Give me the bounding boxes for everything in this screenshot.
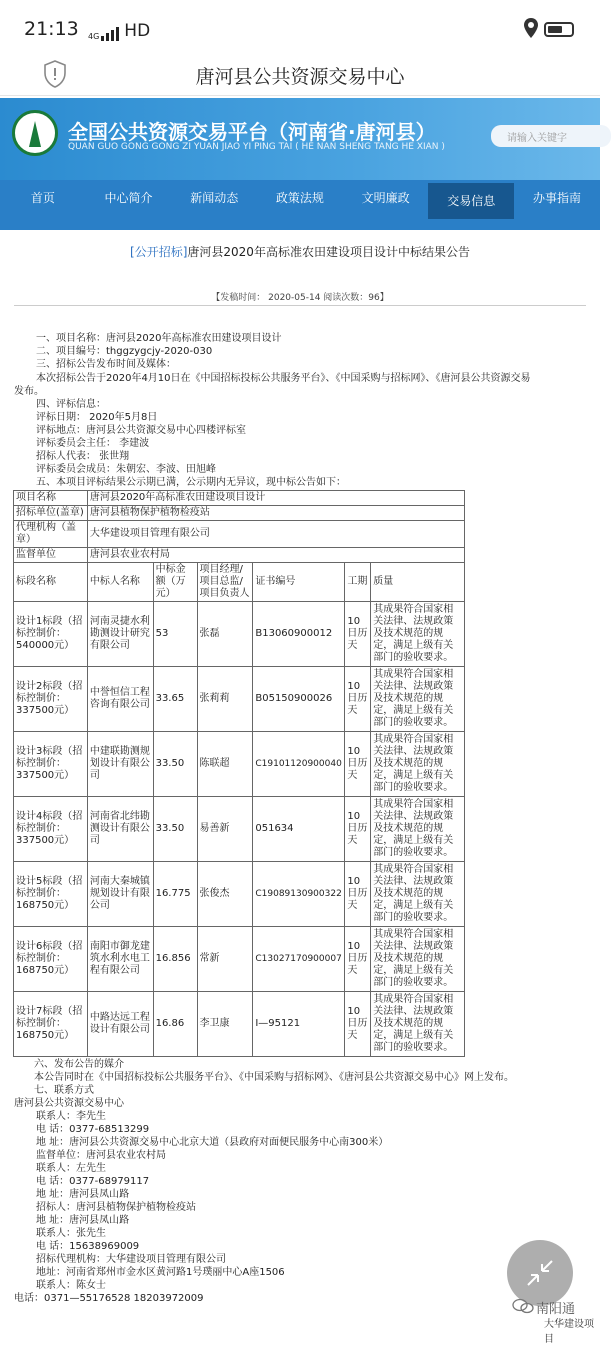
- battery-icon: [544, 22, 574, 37]
- section-cell: 设计6标段（招标控制价：168750元）: [14, 927, 88, 992]
- network-type: 4G: [88, 32, 100, 41]
- search-input[interactable]: 请输入关键字: [491, 125, 611, 147]
- footer-line: 联系人：张先生: [36, 1228, 106, 1239]
- footer-line: 七、联系方式: [34, 1085, 94, 1096]
- period-cell: 10日历天: [345, 602, 371, 667]
- signal-bars-icon: [101, 27, 119, 41]
- winner-cell: 南阳市御龙建筑水利水电工程有限公司: [87, 927, 153, 992]
- footer-line: 联系人：陈女士: [36, 1280, 106, 1291]
- watermark-name: 南阳通: [536, 1302, 576, 1317]
- footer-line: 招标人：唐河县植物保护植物检疫站: [36, 1202, 196, 1213]
- section-cell: 设计2标段（招标控制价：337500元）: [14, 667, 88, 732]
- footer-line: 地 址：唐河县凤山路: [36, 1189, 130, 1200]
- info-label: 项目名称: [14, 491, 88, 506]
- cert-cell: C19089130900322: [253, 862, 345, 927]
- cert-cell: C19101120900040: [253, 732, 345, 797]
- period-cell: 10日历天: [345, 797, 371, 862]
- table-row: [14, 602, 465, 667]
- page-title: 唐河县公共资源交易中心: [195, 66, 405, 88]
- intro-line: 二、项目编号：thggzygcjy-2020-030: [36, 346, 213, 357]
- amount-cell: 16.856: [153, 927, 197, 992]
- manager-cell: 常新: [197, 927, 253, 992]
- intro-line: 五、本项目评标结果公示期已满，公示期内无异议，现中标公告如下：: [36, 477, 346, 488]
- info-label: 代理机构（盖章）: [14, 521, 88, 548]
- bid-result-table: [13, 490, 465, 1057]
- footer-line: 地 址：唐河县公共资源交易中心北京大道（县政府对面便民服务中心南300米）: [36, 1137, 389, 1148]
- winner-cell: 河南省北纬勘测设计有限公司: [87, 797, 153, 862]
- table-row: [14, 548, 465, 563]
- info-label: 监督单位: [14, 548, 88, 563]
- winner-cell: 中建联勘测规划设计有限公司: [87, 732, 153, 797]
- browser-title-bar: [0, 60, 600, 96]
- nav-item-home[interactable]: 首页: [30, 191, 55, 205]
- intro-line: 评标日期： 2020年5月8日: [36, 412, 158, 423]
- table-row: [14, 491, 465, 506]
- footer-line: 电 话：0377-68979117: [36, 1176, 150, 1187]
- quality-cell: 其成果符合国家相关法律、法规政策及技术规范的规定，满足上级有关部门的验收要求。: [371, 667, 465, 732]
- table-row: [14, 521, 465, 548]
- wechat-icon: [512, 1298, 534, 1314]
- column-header: 证书编号: [253, 563, 345, 602]
- table-row: [14, 927, 465, 992]
- manager-cell: 李卫康: [197, 992, 253, 1057]
- manager-cell: 陈联超: [197, 732, 253, 797]
- footer-line: 联系人：李先生: [36, 1111, 106, 1122]
- table-header-row: [14, 563, 465, 602]
- divider: [14, 305, 586, 306]
- footer-line: 招标代理机构：大华建设项目管理有限公司: [36, 1254, 226, 1265]
- table-row: [14, 667, 465, 732]
- watermark: [508, 1296, 600, 1345]
- site-banner: [0, 98, 600, 180]
- footer-line: 本公告同时在《中国招标投标公共服务平台》、《中国采购与招标网》、《唐河县公共资源交易中心》网上发布。: [34, 1072, 514, 1083]
- info-value: 唐河县植物保护植物检疫站: [87, 506, 464, 521]
- intro-line: 三、招标公告发布时间及媒体：: [36, 359, 176, 370]
- notice-heading: [0, 243, 600, 260]
- cert-cell: 051634: [253, 797, 345, 862]
- intro-line: 评标委员会成员：朱朝宏、李波、田旭峰: [36, 464, 216, 475]
- site-name: 全国公共资源交易平台（河南省·唐河县）: [68, 120, 436, 144]
- hd-badge: HD: [124, 21, 151, 41]
- site-pinyin: QUAN GUO GONG GONG ZI YUAN JIAO YI PING TAI ( HE NAN SHENG TANG HE XIAN ): [68, 142, 445, 152]
- status-bar: [0, 0, 600, 60]
- section-cell: 设计1标段（招标控制价：540000元）: [14, 602, 88, 667]
- quality-cell: 其成果符合国家相关法律、法规政策及技术规范的规定，满足上级有关部门的验收要求。: [371, 862, 465, 927]
- intro-line: 评标委员会主任： 李建波: [36, 438, 150, 449]
- intro-line: 发布。: [14, 386, 44, 397]
- notice-meta: 【发稿时间： 2020-05-14 阅读次数：96】: [211, 293, 389, 303]
- section-cell: 设计3标段（招标控制价：337500元）: [14, 732, 88, 797]
- nav-item-about[interactable]: 中心简介: [104, 191, 153, 205]
- collapse-arrows-icon: [524, 1257, 556, 1289]
- intro-line: 招标人代表： 张世翔: [36, 451, 130, 462]
- manager-cell: 张磊: [197, 602, 253, 667]
- column-header: 中标金额（万元）: [153, 563, 197, 602]
- table-row: [14, 797, 465, 862]
- nav-item-integrity[interactable]: 文明廉政: [361, 191, 410, 205]
- signal-indicator: [88, 21, 150, 41]
- main-nav: [0, 180, 600, 230]
- footer-line: 唐河县公共资源交易中心: [14, 1098, 124, 1109]
- nav-item-policy[interactable]: 政策法规: [275, 191, 324, 205]
- footer-line: 地址：河南省郑州市金水区黄河路1号璞丽中心A座1506: [36, 1267, 285, 1278]
- info-value: 唐河县农业农村局: [87, 548, 464, 563]
- manager-cell: 张莉莉: [197, 667, 253, 732]
- nav-item-news[interactable]: 新闻动态: [190, 191, 239, 205]
- footer-line: 地 址：唐河县凤山路: [36, 1215, 130, 1226]
- clock: 21:13: [24, 18, 79, 40]
- column-header: 标段名称: [14, 563, 88, 602]
- cert-cell: B05150900026: [253, 667, 345, 732]
- intro-line: 评标地点：唐河县公共资源交易中心四楼评标室: [36, 425, 246, 436]
- column-header: 工期: [345, 563, 371, 602]
- footer-line: 联系人：左先生: [36, 1163, 106, 1174]
- quality-cell: 其成果符合国家相关法律、法规政策及技术规范的规定，满足上级有关部门的验收要求。: [371, 797, 465, 862]
- intro-line: 本次招标公告于2020年4月10日在《中国招标投标公共服务平台》、《中国采购与招标网》、《唐河县公共资源交易: [36, 373, 531, 384]
- amount-cell: 33.65: [153, 667, 197, 732]
- manager-cell: 张俊杰: [197, 862, 253, 927]
- info-value: 大华建设项目管理有限公司: [87, 521, 464, 548]
- notice-title: 唐河县2020年高标准农田建设项目设计中标结果公告: [187, 245, 470, 259]
- period-cell: 10日历天: [345, 927, 371, 992]
- amount-cell: 16.86: [153, 992, 197, 1057]
- winner-cell: 河南灵捷水利勘测设计研究有限公司: [87, 602, 153, 667]
- column-header: 质量: [371, 563, 465, 602]
- footer-line: 六、发布公告的媒介: [34, 1059, 124, 1070]
- table-row: [14, 506, 465, 521]
- quality-cell: 其成果符合国家相关法律、法规政策及技术规范的规定，满足上级有关部门的验收要求。: [371, 732, 465, 797]
- period-cell: 10日历天: [345, 732, 371, 797]
- section-cell: 设计5标段（招标控制价：168750元）: [14, 862, 88, 927]
- quality-cell: 其成果符合国家相关法律、法规政策及技术规范的规定，满足上级有关部门的验收要求。: [371, 927, 465, 992]
- section-cell: 设计4标段（招标控制价：337500元）: [14, 797, 88, 862]
- column-header: 项目经理/项目总监/项目负责人: [197, 563, 253, 602]
- footer-line: 监督单位：唐河县农业农村局: [36, 1150, 166, 1161]
- period-cell: 10日历天: [345, 992, 371, 1057]
- period-cell: 10日历天: [345, 667, 371, 732]
- period-cell: 10日历天: [345, 862, 371, 927]
- info-label: 招标单位(盖章): [14, 506, 88, 521]
- amount-cell: 53: [153, 602, 197, 667]
- amount-cell: 33.50: [153, 797, 197, 862]
- winner-cell: 中路达远工程设计有限公司: [87, 992, 153, 1057]
- winner-cell: 河南大秦城镇规划设计有限公司: [87, 862, 153, 927]
- nav-item-guide[interactable]: 办事指南: [532, 191, 581, 205]
- table-row: [14, 862, 465, 927]
- cert-cell: I—95121: [253, 992, 345, 1057]
- intro-line: 四、评标信息：: [36, 399, 106, 410]
- site-logo: [12, 110, 58, 156]
- nav-item-trade-info[interactable]: 交易信息: [428, 183, 514, 219]
- location-icon: [524, 18, 538, 38]
- winner-cell: 中誉恒信工程咨询有限公司: [87, 667, 153, 732]
- section-cell: 设计7标段（招标控制价：168750元）: [14, 992, 88, 1057]
- footer-line: 电话：0371—55176528 18203972009: [14, 1293, 204, 1304]
- cert-cell: C13027170900007: [253, 927, 345, 992]
- quality-cell: 其成果符合国家相关法律、法规政策及技术规范的规定，满足上级有关部门的验收要求。: [371, 992, 465, 1057]
- table-row: [14, 992, 465, 1057]
- notice-category-link[interactable]: [公开招标]: [130, 245, 188, 259]
- quality-cell: 其成果符合国家相关法律、法规政策及技术规范的规定，满足上级有关部门的验收要求。: [371, 602, 465, 667]
- amount-cell: 33.50: [153, 732, 197, 797]
- info-value: 唐河县2020年高标准农田建设项目设计: [87, 491, 464, 506]
- cert-cell: B13060900012: [253, 602, 345, 667]
- column-header: 中标人名称: [87, 563, 153, 602]
- table-row: [14, 732, 465, 797]
- amount-cell: 16.775: [153, 862, 197, 927]
- manager-cell: 易善新: [197, 797, 253, 862]
- watermark-sub: 大华建设项目: [544, 1319, 594, 1345]
- intro-line: 一、项目名称：唐河县2020年高标准农田建设项目设计: [36, 333, 282, 344]
- footer-line: 电 话：0377-68513299: [36, 1124, 150, 1135]
- footer-line: 电 话：15638969009: [36, 1241, 140, 1252]
